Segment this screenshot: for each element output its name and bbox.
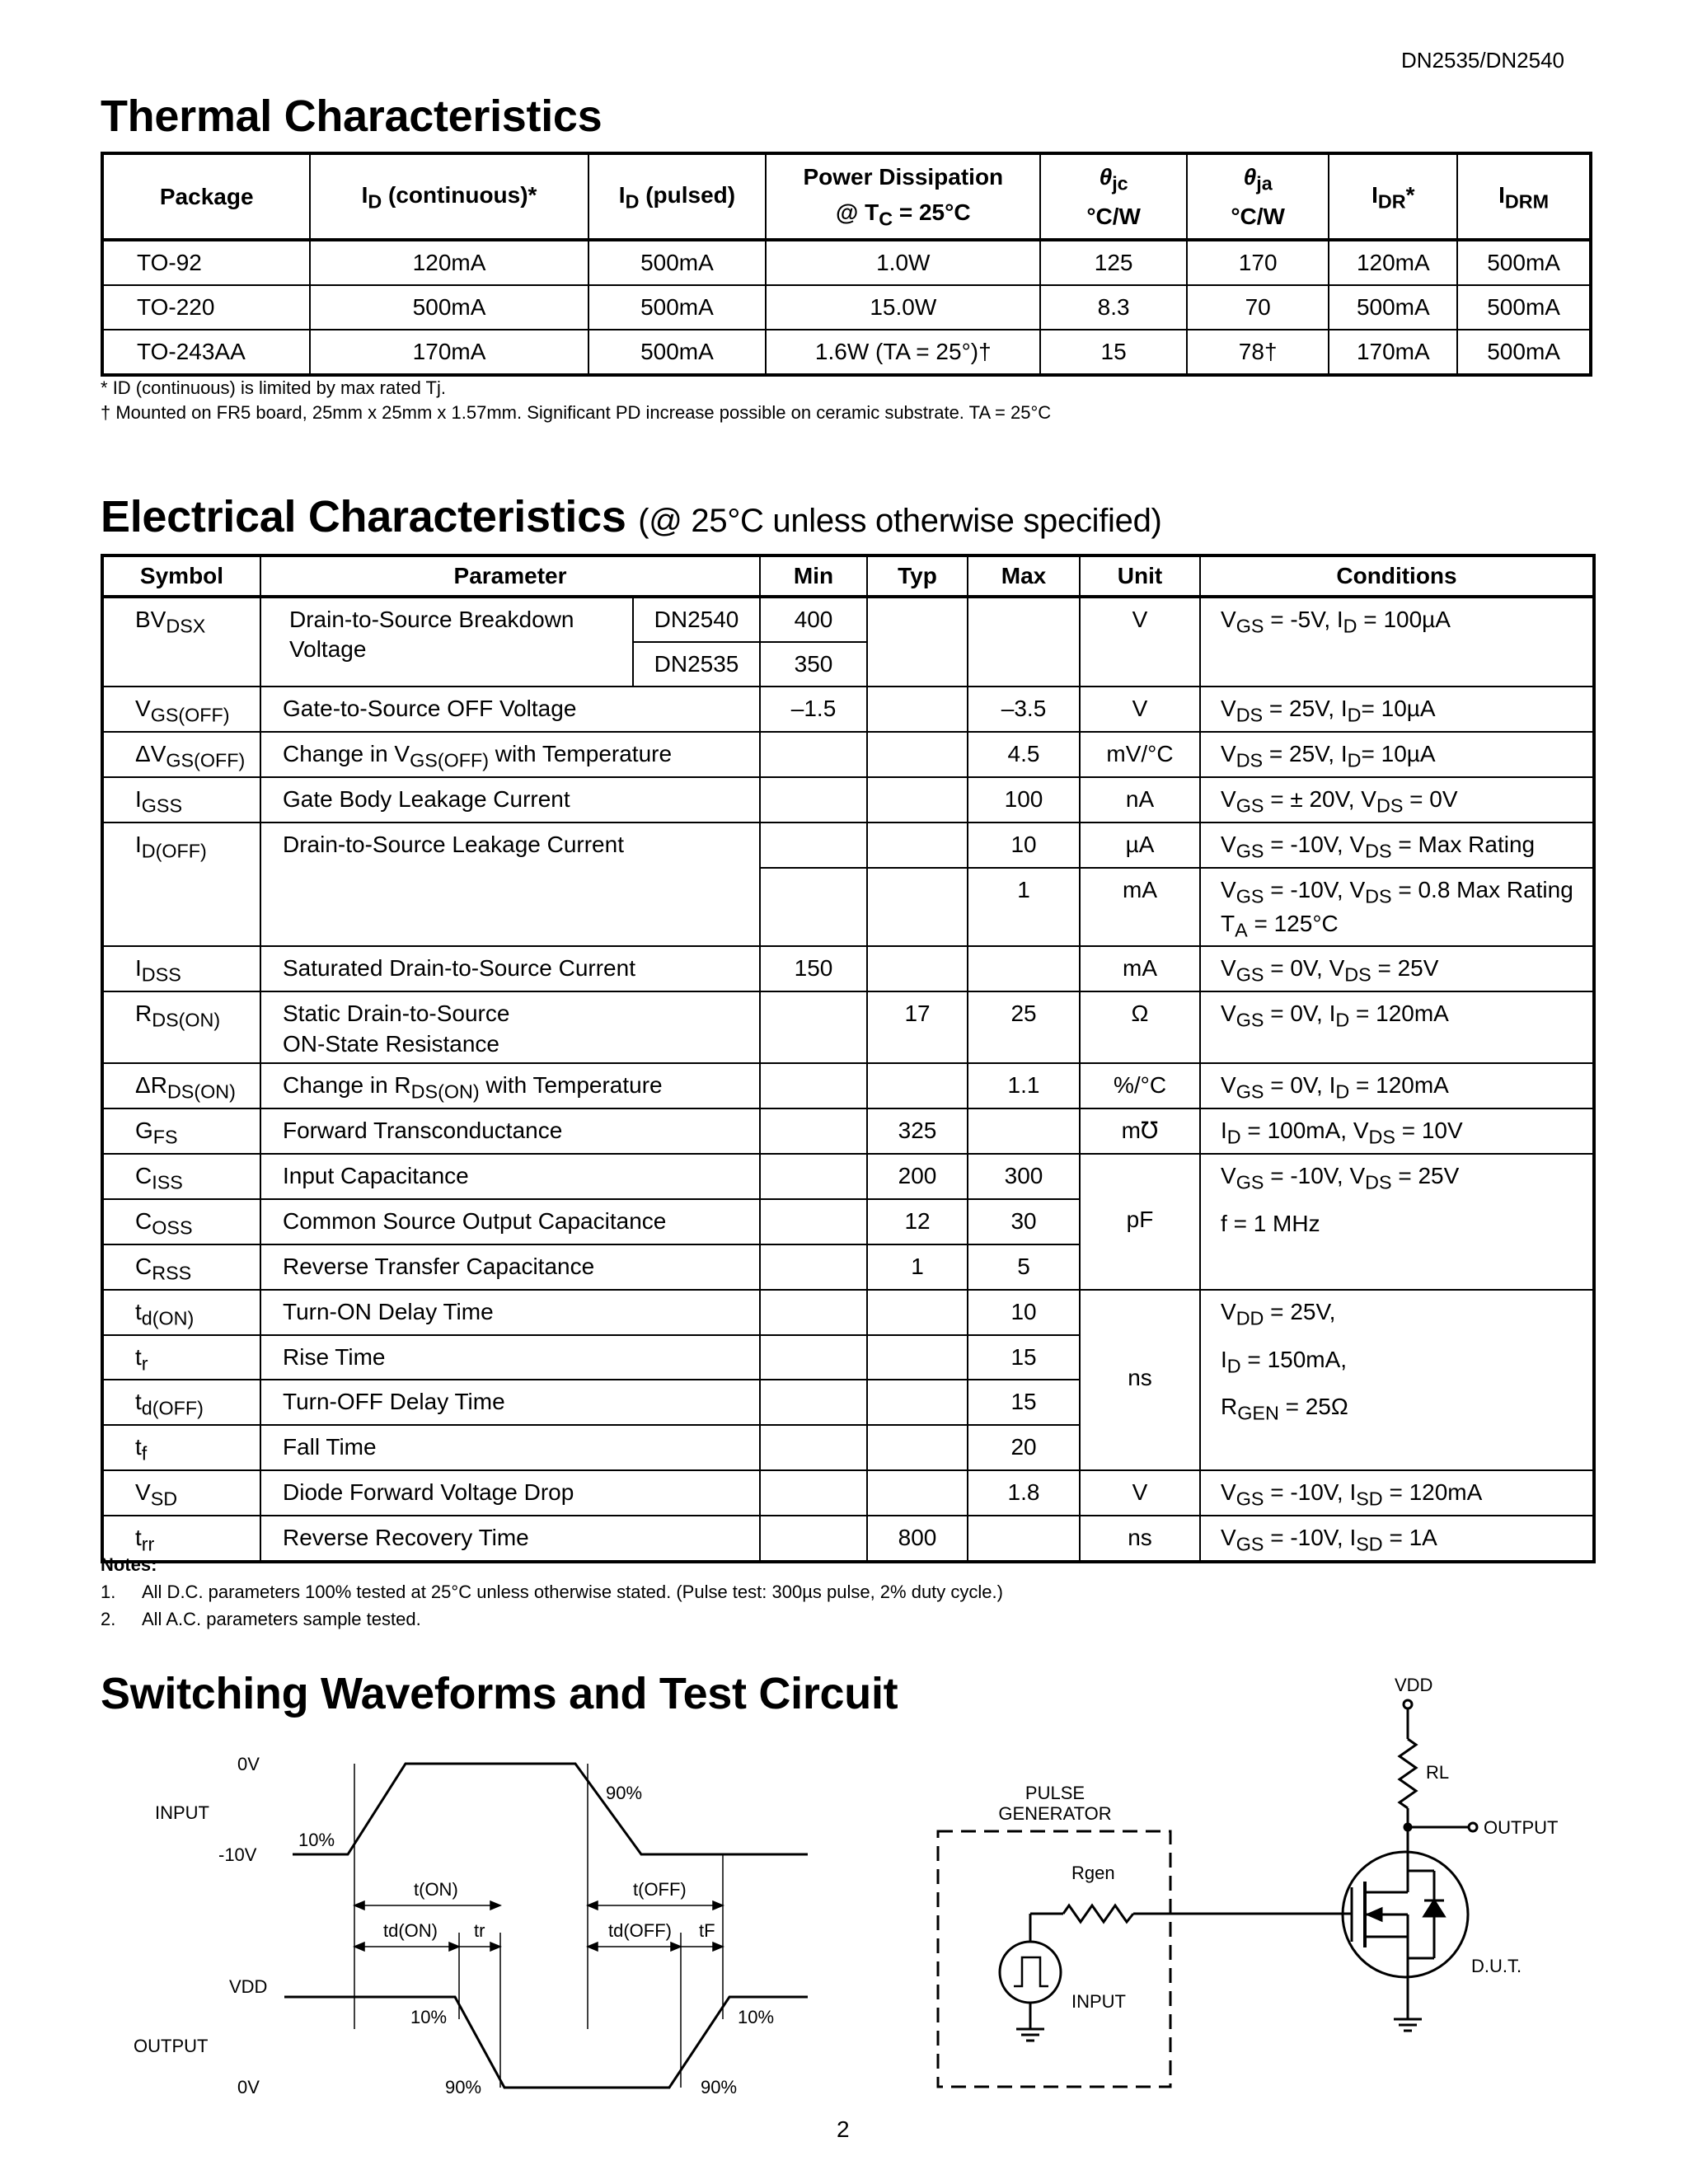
table-row: [102, 1154, 1594, 1199]
min-cell: [760, 1290, 867, 1335]
pulse-icon: [1014, 1957, 1048, 1986]
conditions-cell: $V_{DS} = 25V$, $I_D= 10\mu A$: [1200, 687, 1594, 732]
parameter-cell: Fall Time: [260, 1425, 760, 1470]
col-idr: $I_{DR}*$: [1329, 153, 1457, 240]
label-dut: D.U.T.: [1471, 1956, 1522, 1976]
min-cell: [760, 991, 867, 1063]
typ-cell: [867, 1290, 968, 1335]
cell: 500mA: [1457, 240, 1591, 285]
symbol-cell: $t_r$: [102, 1335, 260, 1380]
col-id-continuous: $I_D$ (continuous)*: [310, 153, 588, 240]
table-row: [102, 687, 1594, 732]
conditions-cell: $V_{DD} = 25V$, $I_D = 150mA$, $R_{GEN} = 25\Omega$: [1200, 1290, 1594, 1471]
typ-cell: 800: [867, 1516, 968, 1562]
cell: 15.0W: [766, 285, 1040, 330]
symbol-cell: $t_{d(ON)}$: [102, 1290, 260, 1335]
cell: 78†: [1187, 330, 1329, 375]
label-vdd: VDD: [229, 1976, 268, 1997]
typ-cell: [867, 687, 968, 732]
col-power-dissipation: Power Dissipation @ $T_C = 25^\circ C$: [766, 153, 1040, 240]
conditions-cell: $V_{GS} = -10V$, $I_{SD} = 120mA$: [1200, 1470, 1594, 1516]
parameter-cell: Diode Forward Voltage Drop: [260, 1470, 760, 1516]
unit-cell: m℧: [1080, 1108, 1200, 1154]
symbol-cell: $V_{GS(OFF)}$: [102, 687, 260, 732]
min-cell: [760, 777, 867, 823]
typ-cell: [867, 597, 968, 687]
part-cell: DN2535: [633, 642, 760, 687]
parameter-cell: Common Source Output Capacitance: [260, 1199, 760, 1244]
label-0v: 0V: [237, 1754, 260, 1774]
symbol-cell: $\Delta V_{GS(OFF)}$: [102, 732, 260, 777]
min-cell: [760, 1380, 867, 1425]
cell: 1.6W (TA = 25°)†: [766, 330, 1040, 375]
unit-cell: %/°C: [1080, 1063, 1200, 1108]
typ-cell: [867, 1380, 968, 1425]
max-cell: –3.5: [968, 687, 1080, 732]
unit-cell: mV/°C: [1080, 732, 1200, 777]
label-toff: t(OFF): [633, 1879, 687, 1900]
unit-cell: µA: [1080, 823, 1200, 868]
output-terminal: [1469, 1823, 1477, 1831]
min-cell: [760, 823, 867, 868]
label-pulse: PULSE: [1025, 1783, 1085, 1803]
typ-cell: [867, 1335, 968, 1380]
max-cell: 300: [968, 1154, 1080, 1199]
label-rgen: Rgen: [1071, 1863, 1115, 1883]
conditions-cell: $V_{GS} = -10V$, $V_{DS} = 25V$ f = 1 MHz: [1200, 1154, 1594, 1290]
cell: 170: [1187, 240, 1329, 285]
thermal-header-row: [102, 153, 1591, 240]
col-min: Min: [760, 555, 867, 597]
ground-icon: [1016, 2029, 1044, 2041]
max-cell: 100: [968, 777, 1080, 823]
symbol-cell: $V_{SD}$: [102, 1470, 260, 1516]
max-cell: 5: [968, 1244, 1080, 1290]
electrical-table: [101, 554, 1596, 1563]
label-generator: GENERATOR: [998, 1803, 1112, 1824]
parameter-cell: Reverse Recovery Time: [260, 1516, 760, 1562]
table-row: [102, 285, 1591, 330]
parameter-cell: Rise Time: [260, 1335, 760, 1380]
min-cell: [760, 1244, 867, 1290]
electrical-subtitle: (@ 25°C unless otherwise specified): [638, 503, 1162, 539]
cell: 170mA: [1329, 330, 1457, 375]
table-row: [102, 1063, 1594, 1108]
table-row: [102, 946, 1594, 991]
typ-cell: [867, 1063, 968, 1108]
max-cell: 30: [968, 1199, 1080, 1244]
max-cell: [968, 946, 1080, 991]
typ-cell: [867, 777, 968, 823]
min-cell: [760, 1199, 867, 1244]
label-10pct: 10%: [738, 2007, 775, 2027]
max-cell: [968, 597, 1080, 687]
max-cell: 15: [968, 1380, 1080, 1425]
rl-resistor: [1400, 1739, 1416, 1808]
parameter-cell: Gate-to-Source OFF Voltage: [260, 687, 760, 732]
cell: 15: [1040, 330, 1187, 375]
cell: 500mA: [1457, 330, 1591, 375]
unit-cell: Ω: [1080, 991, 1200, 1063]
col-parameter: Parameter: [260, 555, 760, 597]
ground-icon: [1394, 2019, 1422, 2031]
table-row: [102, 597, 1594, 642]
min-cell: [760, 1425, 867, 1470]
table-row: [102, 1470, 1594, 1516]
table-row: [102, 777, 1594, 823]
symbol-cell: $\Delta R_{DS(ON)}$: [102, 1063, 260, 1108]
cell: 120mA: [310, 240, 588, 285]
cell: 500mA: [588, 330, 767, 375]
electrical-header-row: [102, 555, 1594, 597]
table-row: [102, 330, 1591, 375]
symbol-cell: $t_{d(OFF)}$: [102, 1380, 260, 1425]
max-cell: 4.5: [968, 732, 1080, 777]
cell: 70: [1187, 285, 1329, 330]
min-cell: 150: [760, 946, 867, 991]
label-90pct: 90%: [445, 2077, 482, 2097]
rgen-resistor: [1063, 1905, 1133, 1922]
switching-title: Switching Waveforms and Test Circuit: [101, 1669, 898, 1718]
typ-cell: [867, 868, 968, 947]
parameter-cell: Turn-OFF Delay Time: [260, 1380, 760, 1425]
unit-cell: mA: [1080, 946, 1200, 991]
typ-cell: 325: [867, 1108, 968, 1154]
parameter-cell: Reverse Transfer Capacitance: [260, 1244, 760, 1290]
typ-cell: [867, 732, 968, 777]
vdd-terminal: [1404, 1700, 1412, 1708]
typ-cell: [867, 1425, 968, 1470]
min-cell: [760, 1063, 867, 1108]
symbol-cell: $G_{FS}$: [102, 1108, 260, 1154]
max-cell: 25: [968, 991, 1080, 1063]
unit-cell: V: [1080, 1470, 1200, 1516]
parameter-cell: Drain-to-Source Breakdown Voltage: [260, 597, 633, 687]
table-row: [102, 732, 1594, 777]
symbol-cell: $t_{rr}$: [102, 1516, 260, 1562]
unit-cell: V: [1080, 687, 1200, 732]
input-waveform: [293, 1764, 808, 1854]
parameter-cell: Turn-ON Delay Time: [260, 1290, 760, 1335]
symbol-cell: $C_{ISS}$: [102, 1154, 260, 1199]
min-cell: 350: [760, 642, 867, 687]
parameter-cell: Gate Body Leakage Current: [260, 777, 760, 823]
conditions-cell: $V_{GS} = -5V$, $I_D = 100\mu A$: [1200, 597, 1594, 687]
min-cell: [760, 1335, 867, 1380]
min-cell: [760, 1470, 867, 1516]
typ-cell: 12: [867, 1199, 968, 1244]
parameter-cell: Change in $V_{GS(OFF)}$ with Temperature: [260, 732, 760, 777]
max-cell: 15: [968, 1335, 1080, 1380]
conditions-cell: $V_{GS} = 0V$, $I_D = 120mA$: [1200, 1063, 1594, 1108]
thermal-footnote-1: * ID (continuous) is limited by max rated Tj.: [101, 377, 446, 398]
max-cell: 20: [968, 1425, 1080, 1470]
label-90pct: 90%: [606, 1783, 643, 1803]
thermal-footnote-2: † Mounted on FR5 board, 25mm x 25mm x 1.57mm. Significant PD increase possible on ceramic substrate. TA = 25°C: [101, 402, 1052, 423]
conditions-cell: $V_{GS} = -10V$, $V_{DS}$ = Max Rating: [1200, 823, 1594, 868]
package-cell: TO-92: [102, 240, 310, 285]
min-cell: [760, 732, 867, 777]
max-cell: 1: [968, 868, 1080, 947]
typ-cell: [867, 1470, 968, 1516]
cell: 500mA: [588, 240, 767, 285]
label-minus-10v: -10V: [218, 1844, 257, 1865]
part-cell: DN2540: [633, 597, 760, 642]
unit-cell: V: [1080, 597, 1200, 687]
circuit-labels: [998, 1675, 1558, 2012]
col-symbol: Symbol: [102, 555, 260, 597]
min-cell: [760, 1108, 867, 1154]
min-cell: –1.5: [760, 687, 867, 732]
max-cell: [968, 1108, 1080, 1154]
parameter-cell: Saturated Drain-to-Source Current: [260, 946, 760, 991]
symbol-cell: $C_{RSS}$: [102, 1244, 260, 1290]
label-output: OUTPUT: [1484, 1817, 1559, 1838]
col-conditions: Conditions: [1200, 555, 1594, 597]
header-part-numbers: DN2535/DN2540: [1401, 48, 1565, 73]
col-idrm: $I_{DRM}$: [1457, 153, 1591, 240]
cell: 500mA: [1457, 285, 1591, 330]
min-cell: 400: [760, 597, 867, 642]
col-id-pulsed: $I_D$ (pulsed): [588, 153, 767, 240]
table-row: [102, 1290, 1594, 1335]
electrical-title: Electrical Characteristics (@ 25°C unless otherwise specified): [101, 492, 1162, 541]
typ-cell: [867, 823, 968, 868]
cell: 1.0W: [766, 240, 1040, 285]
table-row: [102, 240, 1591, 285]
label-90pct: 90%: [701, 2077, 738, 2097]
col-typ: Typ: [867, 555, 968, 597]
label-ton: t(ON): [414, 1879, 458, 1900]
unit-cell: nA: [1080, 777, 1200, 823]
parameter-cell: Forward Transconductance: [260, 1108, 760, 1154]
max-cell: 1.8: [968, 1470, 1080, 1516]
label-output: OUTPUT: [134, 2036, 209, 2056]
symbol-cell: $I_{GSS}$: [102, 777, 260, 823]
cell: 8.3: [1040, 285, 1187, 330]
unit-cell: ns: [1080, 1516, 1200, 1562]
cell: 500mA: [588, 285, 767, 330]
min-cell: [760, 868, 867, 947]
label-rl: RL: [1426, 1762, 1450, 1783]
col-theta-ja: $\theta_{ja}$ °C/W: [1187, 153, 1329, 240]
typ-cell: 1: [867, 1244, 968, 1290]
col-theta-jc: $\theta_{jc}$ °C/W: [1040, 153, 1187, 240]
package-cell: TO-220: [102, 285, 310, 330]
symbol-cell: $R_{DS(ON)}$: [102, 991, 260, 1063]
label-tr: tr: [474, 1920, 485, 1941]
notes-title: Notes:: [101, 1554, 157, 1575]
typ-cell: [867, 946, 968, 991]
notes: [101, 1551, 1003, 1633]
cell: 500mA: [310, 285, 588, 330]
symbol-cell: $I_{DSS}$: [102, 946, 260, 991]
unit-cell: pF: [1080, 1154, 1200, 1290]
col-max: Max: [968, 555, 1080, 597]
cell: 120mA: [1329, 240, 1457, 285]
pulse-source: [1000, 1942, 1061, 2003]
cell: 500mA: [1329, 285, 1457, 330]
table-row: [102, 1108, 1594, 1154]
parameter-cell: Drain-to-Source Leakage Current: [260, 823, 760, 947]
max-cell: 10: [968, 1290, 1080, 1335]
parameter-cell: Static Drain-to-Source ON-State Resistance: [260, 991, 760, 1063]
label-tdon: td(ON): [383, 1920, 438, 1941]
label-10pct: 10%: [410, 2007, 448, 2027]
unit-cell: mA: [1080, 868, 1200, 947]
label-input: INPUT: [1071, 1991, 1126, 2012]
symbol-cell: $BV_{DSX}$: [102, 597, 260, 687]
note-item: 1. All D.C. parameters 100% tested at 25°C unless otherwise stated. (Pulse test: 300µs pulse, 2% duty cycle.): [101, 1582, 1003, 1602]
cell: 170mA: [310, 330, 588, 375]
symbol-cell: $I_{D(OFF)}$: [102, 823, 260, 947]
table-row: [102, 991, 1594, 1063]
conditions-cell: $V_{GS} = -10V$, $V_{DS} = 0.8$ Max Rating $T_A = 125^\circ C$: [1200, 868, 1594, 947]
parameter-cell: Input Capacitance: [260, 1154, 760, 1199]
thermal-title: Thermal Characteristics: [101, 91, 603, 141]
label-10pct: 10%: [298, 1830, 335, 1850]
electrical-body: [102, 597, 1594, 1562]
note-item: 2. All A.C. parameters sample tested.: [101, 1609, 421, 1629]
typ-cell: 17: [867, 991, 968, 1063]
symbol-cell: $C_{OSS}$: [102, 1199, 260, 1244]
max-cell: 1.1: [968, 1063, 1080, 1108]
package-cell: TO-243AA: [102, 330, 310, 375]
col-package: Package: [102, 153, 310, 240]
label-tdoff: td(OFF): [608, 1920, 672, 1941]
table-row: [102, 823, 1594, 868]
typ-cell: 200: [867, 1154, 968, 1199]
output-waveform: [284, 1997, 808, 2088]
page-number: 2: [837, 2116, 850, 2142]
mosfet-symbol: [1343, 1852, 1468, 2011]
label-0v-out: 0V: [237, 2077, 260, 2097]
waveform-labels: [134, 1754, 774, 2097]
thermal-table: [101, 152, 1592, 377]
cell: 125: [1040, 240, 1187, 285]
conditions-cell: $V_{DS} = 25V$, $I_D= 10\mu A$: [1200, 732, 1594, 777]
symbol-cell: $t_f$: [102, 1425, 260, 1470]
conditions-cell: $V_{GS}$ = ± 20V, $V_{DS} = 0V$: [1200, 777, 1594, 823]
col-unit: Unit: [1080, 555, 1200, 597]
unit-cell: ns: [1080, 1290, 1200, 1471]
pulse-generator-box: [938, 1831, 1170, 2087]
conditions-cell: $V_{GS} = 0V$, $I_D = 120mA$: [1200, 991, 1594, 1063]
conditions-cell: $V_{GS} = 0V$, $V_{DS} = 25V$: [1200, 946, 1594, 991]
label-input: INPUT: [155, 1802, 209, 1823]
parameter-cell: Change in $R_{DS(ON)}$ with Temperature: [260, 1063, 760, 1108]
label-vdd: VDD: [1395, 1675, 1433, 1695]
min-cell: [760, 1154, 867, 1199]
conditions-cell: $V_{GS} = -10V$, $I_{SD} = 1A$: [1200, 1516, 1594, 1562]
max-cell: 10: [968, 823, 1080, 868]
label-tf: tF: [699, 1920, 715, 1941]
conditions-cell: $I_D = 100mA$, $V_{DS} = 10V$: [1200, 1108, 1594, 1154]
